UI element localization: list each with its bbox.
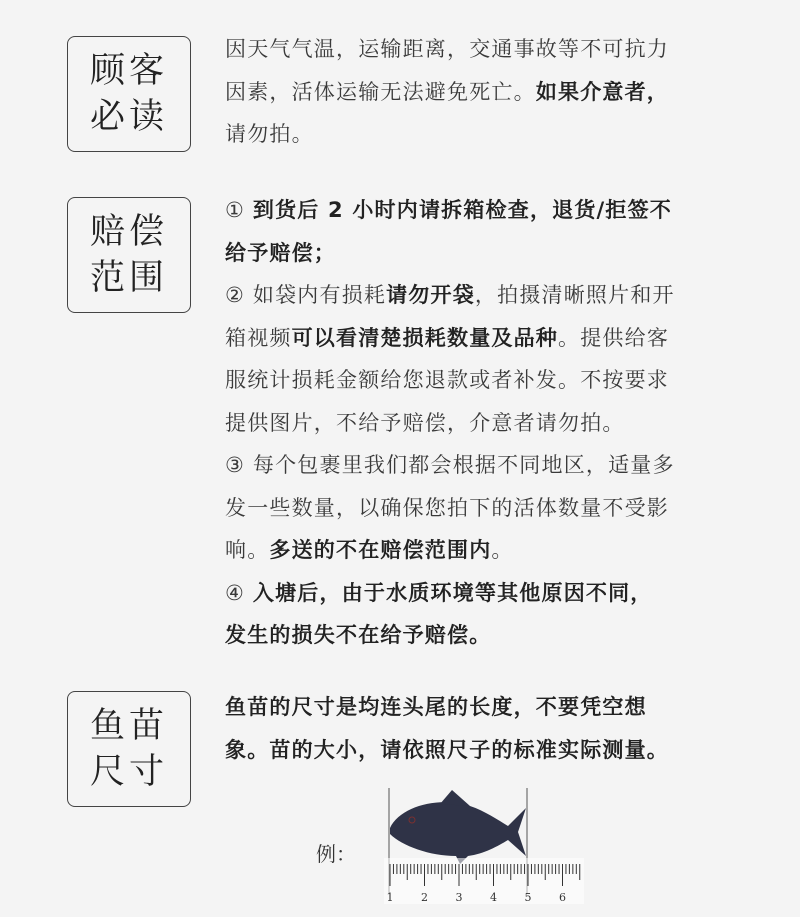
ruler-number: 3 [455,891,463,904]
plain-text: ① [225,198,253,222]
ruler-icon [384,858,584,904]
text-customer-notice [225,28,745,156]
plain-text: ③ 每个包裹里我们都会根据不同地区，适量多 [225,453,675,477]
example-label: 例： [316,842,356,866]
label-line-1: 鱼苗 [89,706,168,746]
fish-icon [390,790,526,864]
plain-text: 请勿拍。 [225,122,314,146]
text-line [225,402,745,445]
text-line [225,572,745,615]
fish-ruler-svg [380,784,590,912]
text-line [225,529,745,572]
plain-text: 提供图片，不给予赔偿，介意者请勿拍。 [225,410,625,435]
text-line [225,359,745,402]
text-line [225,189,745,232]
bold-text: 鱼苗的尺寸是均连头尾的长度，不要凭空想 [225,695,647,719]
plain-text: 响。 [225,538,270,562]
plain-text: ，拍摄清晰照片和开 [474,283,675,307]
text-line [225,113,745,156]
ruler-number: 6 [559,891,566,904]
label-line-1: 顾客 [89,51,168,91]
text-line [225,274,745,317]
label-customer-notice [67,36,191,152]
ruler-number: 2 [421,891,428,904]
text-line [225,614,745,657]
bold-text: 给予赔偿； [225,240,336,265]
bold-text: 请勿开袋 [386,283,475,307]
ruler-number: 4 [490,891,497,904]
label-line-1: 赔偿 [89,212,168,252]
plain-text: 箱视频 [225,325,292,350]
text-line [225,444,745,487]
plain-text: ④ [225,580,253,605]
ruler-number: 1 [386,891,394,904]
plain-text: 发一些数量，以确保您拍下的活体数量不受影 [225,495,669,520]
label-line-2: 必读 [89,97,168,137]
bold-text: 如果介意者， [535,79,670,104]
label-fish-size [67,691,191,807]
fish-ruler-illustration [380,784,590,912]
plain-text: 因素，活体运输无法避免死亡。 [225,79,536,104]
bold-text: 多送的不在赔偿范围内 [269,538,492,562]
label-compensation [67,197,191,313]
label-line-2: 尺寸 [89,752,168,792]
bold-text: 可以看清楚损耗数量及品种 [291,325,559,350]
text-line [225,487,745,530]
plain-text: ② 如袋内有损耗 [225,283,387,307]
text-line [225,71,745,114]
bold-text: 发生的损失不在给予赔偿。 [225,623,492,647]
plain-text: 因天气气温，运输距离，交通事故等不可抗力 [225,37,669,61]
text-compensation [225,189,745,657]
text-line [225,317,745,360]
text-line [225,686,745,729]
plain-text: 。提供给客 [558,325,670,350]
ruler-number: 5 [524,891,532,904]
text-line [225,28,745,71]
text-line [225,232,745,275]
bold-text: 入塘后，由于水质环境等其他原因不同， [252,580,653,605]
plain-text: 。 [491,538,514,562]
label-line-2: 范围 [89,258,168,298]
plain-text: 服统计损耗金额给您退款或者补发。不按要求 [225,368,669,392]
bold-text: 到货后 2 小时内请拆箱检查，退货/拒签不 [252,198,673,222]
text-line [225,729,745,772]
text-fish-size [225,686,745,771]
bold-text: 象。苗的大小，请依照尺子的标准实际测量。 [225,737,669,762]
